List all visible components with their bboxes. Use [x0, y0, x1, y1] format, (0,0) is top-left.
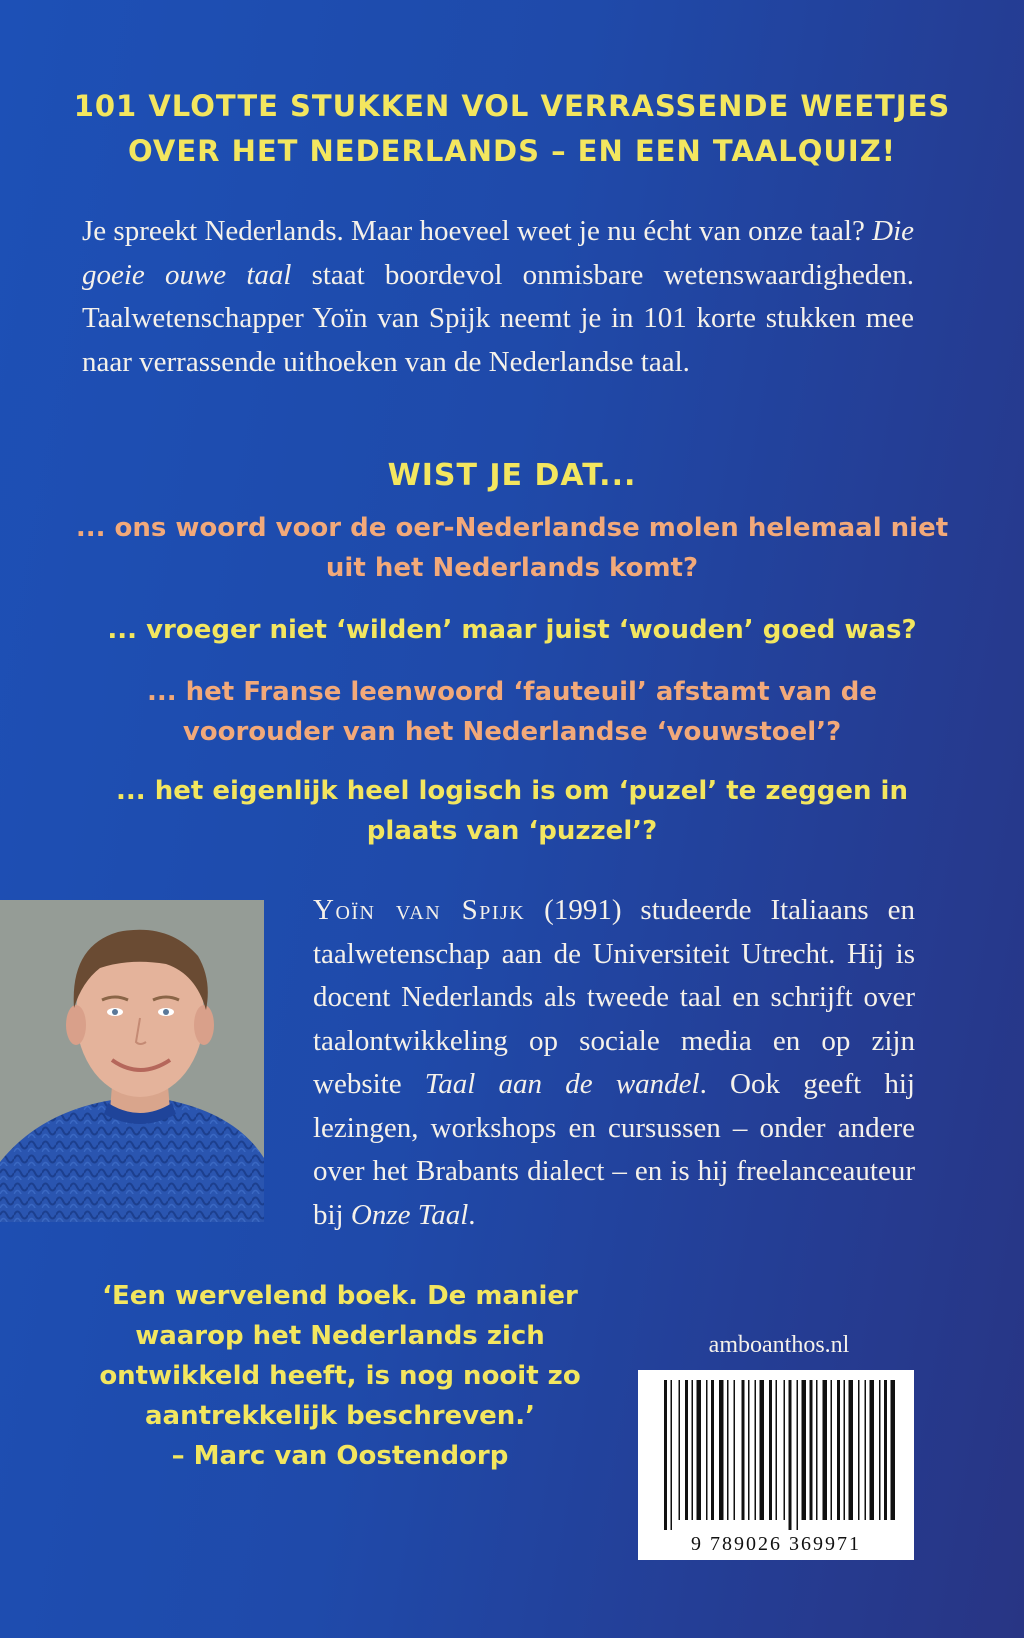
- publisher-website[interactable]: amboanthos.nl: [708, 1332, 850, 1358]
- barcode-bar: [891, 1380, 896, 1520]
- author-name: Yoïn van Spijk: [313, 894, 526, 926]
- barcode-bar: [810, 1380, 813, 1520]
- intro-paragraph: [82, 210, 914, 384]
- barcode-digits: 9 789026 369971: [691, 1533, 861, 1555]
- barcode-bar: [769, 1380, 772, 1520]
- barcode-bar: [760, 1380, 765, 1520]
- quote-line-3: ontwikkeld heeft, is nog nooit zo: [99, 1361, 581, 1391]
- barcode-bar: [884, 1380, 887, 1520]
- barcode-bar: [789, 1380, 792, 1530]
- barcode-bar: [727, 1380, 729, 1520]
- fact-puzel: ... het eigenlijk heel logisch is om ‘puzel’ te zeggen in plaats van ‘puzzel’?: [116, 776, 908, 846]
- barcode-bar: [734, 1380, 736, 1520]
- barcode-bar: [685, 1380, 688, 1520]
- isbn-barcode: [638, 1370, 914, 1560]
- bio-magazine: Onze Taal: [350, 1198, 469, 1231]
- barcode-bar: [865, 1380, 867, 1520]
- barcode-bar: [844, 1380, 846, 1520]
- barcode-bar: [671, 1380, 673, 1530]
- barcode-bar: [837, 1380, 840, 1520]
- barcode-bar: [849, 1380, 854, 1520]
- bio-text-1: (1991) studeerde Italiaans en taalwetenschap aan de Universiteit Utrecht. Hij is docent Nederlands als tweede taal en schrijft over taalontwikkeling op sociale media en op zijn website: [313, 894, 915, 1100]
- quote-author: – Marc van Oostendorp: [171, 1441, 509, 1471]
- barcode-bar: [679, 1380, 681, 1520]
- barcode-bar: [870, 1380, 875, 1520]
- barcode-bar: [831, 1380, 833, 1520]
- quote-line-2: waarop het Nederlands zich: [135, 1321, 545, 1351]
- wist-je-dat-heading: WIST JE DAT...: [387, 458, 637, 493]
- barcode-bar: [711, 1380, 714, 1520]
- quote-line-1: ‘Een wervelend boek. De manier: [102, 1281, 578, 1311]
- barcode-bar: [823, 1380, 828, 1520]
- barcode-bar: [879, 1380, 881, 1520]
- barcode-bar: [776, 1380, 778, 1520]
- fact-fauteuil: ... het Franse leenwoord ‘fauteuil’ afstamt van de voorouder van het Nederlandse ‘vouwstoel’?: [146, 677, 878, 747]
- barcode-bar: [797, 1380, 799, 1530]
- barcode-bar: [784, 1380, 786, 1520]
- barcode-bar: [742, 1380, 745, 1520]
- headline-line-2: OVER HET NEDERLANDS – EN EEN TAALQUIZ!: [128, 134, 896, 168]
- barcode-bar: [802, 1380, 807, 1520]
- barcode-bar: [719, 1380, 724, 1520]
- barcode-bar: [664, 1380, 667, 1530]
- bio-text-2: . Ook geeft hij lezingen, workshops en cursussen – onder andere over het Brabants dialect – en is hij freelanceauteur bij: [313, 1068, 915, 1231]
- barcode-bar: [748, 1380, 750, 1520]
- cover-headline: [40, 84, 984, 174]
- barcode-bar: [755, 1380, 757, 1520]
- intro-text-1: Je spreekt Nederlands. Maar hoeveel weet je nu écht van onze taal?: [82, 215, 873, 247]
- barcode-bars: [638, 1370, 914, 1560]
- fact-molen: ... ons woord voor de oer-Nederlandse molen helemaal niet uit het Nederlands komt?: [75, 513, 949, 583]
- bio-text-3: .: [468, 1198, 476, 1231]
- barcode-bar: [697, 1380, 702, 1520]
- author-photo: [0, 900, 264, 1222]
- fact-wouden: ... vroeger niet ‘wilden’ maar juist ‘wouden’ goed was?: [107, 615, 917, 645]
- headline-line-1: 101 VLOTTE STUKKEN VOL VERRASSENDE WEETJES: [73, 89, 951, 123]
- bio-website: Taal aan de wandel: [424, 1068, 700, 1100]
- barcode-bar: [692, 1380, 694, 1520]
- barcode-bar: [816, 1380, 818, 1520]
- barcode-bar: [706, 1380, 708, 1520]
- intro-text-2: staat boordevol onmisbare wetenswaardigheden. Taalwetenschapper Yoïn van Spijk neemt je in 101 korte stukken mee naar verrassende uithoeken van de Nederlandse taal.: [82, 258, 914, 378]
- quote-line-4: aantrekkelijk beschreven.’: [144, 1401, 536, 1431]
- author-bio: [313, 889, 915, 1237]
- intro-book-title: Die goeie ouwe taal: [82, 215, 914, 291]
- review-quote: [60, 1276, 620, 1476]
- barcode-bar: [858, 1380, 860, 1520]
